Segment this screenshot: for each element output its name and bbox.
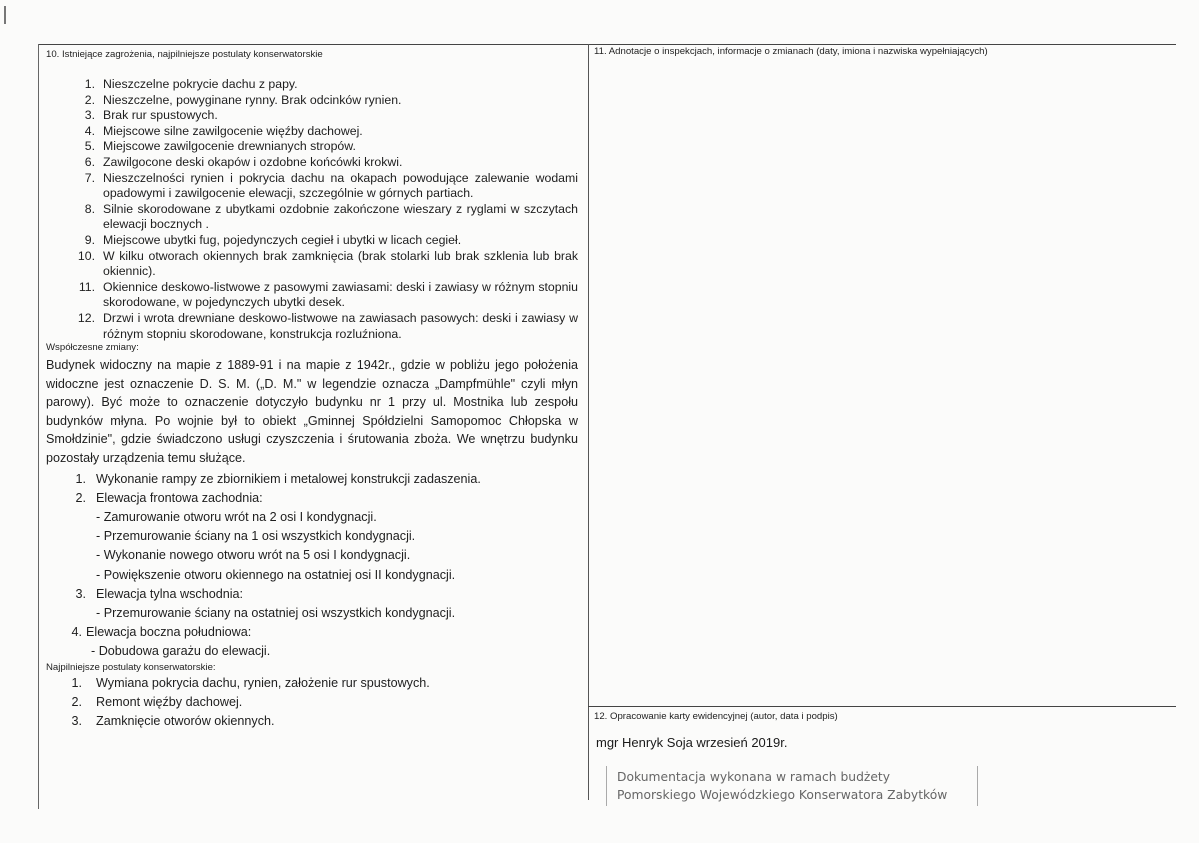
sub-item: - Przemurowanie ściany na 1 osi wszystkich kondygnacji.: [96, 529, 416, 544]
list-item: 4. Elewacja boczna południowa:: [71, 625, 252, 640]
list-item: 1. Wykonanie rampy ze zbiornikiem i metalowej konstrukcji zadaszenia.: [75, 471, 481, 486]
list-item: 5. Miejscowe zawilgocenie drewnianych stropów.: [84, 139, 356, 154]
list-item: 11. Okiennice deskowo-listwowe z pasowymi zawiasami: deski i zawiasy w różnym stopniu skorodowane, w pojedynczych ubytki desek.: [78, 279, 578, 310]
section-12-label: 12. Opracowanie karty ewidencyjnej (autor, data i podpis): [594, 711, 838, 722]
frame-left-rule: [38, 44, 39, 809]
list-item: 6. Zawilgocone deski okapów i ozdobne końcówki krokwi.: [84, 154, 403, 169]
sub-item: - Powiększenie otworu okiennego na ostatniej osi II kondygnacji.: [96, 567, 456, 582]
author-signature: mgr Henryk Soja wrzesień 2019r.: [596, 735, 788, 750]
list-item: 8. Silnie skorodowane z ubytkami ozdobnie zakończone wieszary z ryglami w szczytach elewacji bocznych .: [84, 201, 578, 232]
frame-top-rule: [38, 44, 1176, 45]
sub-item: - Zamurowanie otworu wrót na 2 osi I kondygnacji.: [96, 510, 377, 525]
list-item: 3. Zamknięcie otworów okiennych.: [71, 713, 275, 728]
stamp-line-1: Dokumentacja wykonana w ramach budżety: [617, 770, 891, 784]
stamp-line-2: Pomorskiego Wojewódzkiego Konserwatora Zabytków: [617, 788, 948, 802]
list-item: 7. Nieszczelności rynien i pokrycia dachu na okapach powodujące zalewanie wodami opadowymi i zawilgocenie elewacji, szczególnie w górnych partiach.: [84, 170, 578, 201]
changes-list: [46, 470, 578, 662]
section-12-divider: [588, 706, 1176, 707]
list-item: 12. Drzwi i wrota drewniane deskowo-listwowe na zawiasach pasowych: deski i zawiasy w różnym stopniu skorodowane, konstrukcja rozluźniona.: [77, 310, 578, 341]
funding-stamp: [606, 766, 978, 806]
list-item: 1. Wymiana pokrycia dachu, rynien, założenie rur spustowych.: [71, 675, 430, 690]
list-item: 9. Miejscowe ubytki fug, pojedynczych cegieł i ubytki w licach cegieł.: [84, 232, 462, 247]
sub-item: - Wykonanie nowego otworu wrót na 5 osi I kondygnacji.: [96, 548, 411, 563]
section-10-content: [46, 77, 578, 731]
sub-item: - Przemurowanie ściany na ostatniej osi wszystkich kondygnacji.: [96, 606, 456, 621]
scan-edge-mark: [4, 6, 6, 24]
sub-item: - Dobudowa garażu do elewacji.: [91, 644, 271, 659]
list-item: 4. Miejscowe silne zawilgocenie więźby dachowej.: [84, 123, 363, 138]
postulates-heading: Najpilniejsze postulaty konserwatorskie:: [46, 661, 216, 673]
threats-list: [46, 77, 578, 342]
list-item: 2. Remont więźby dachowej.: [71, 694, 243, 709]
column-divider: [588, 44, 589, 800]
postulates-list: [46, 674, 578, 731]
changes-paragraph: Budynek widoczny na mapie z 1889-91 i na mapie z 1942r., gdzie w pobliżu jego położenia widoczne jest oznaczenie D. S. M. („D. M." w legendzie oznacza „Dampfmühle" czyli młyn parowy). Być może to oznaczenie dotyczyło budynku nr 1 przy ul. Mostnika lub zespołu budynków młyna. Po wojnie był to obiekt „Gminnej Spółdzielni Samopomoc Chłopska w Smołdzinie", gdzie świadczono usługi czyszczenia i śrutowania zboża. We wnętrzu budynku pozostały urządzenia temu służące.: [46, 358, 578, 466]
list-item: 3. Brak rur spustowych.: [84, 108, 218, 123]
changes-heading: Współczesne zmiany:: [46, 342, 139, 354]
list-item: 3. Elewacja tylna wschodnia:: [75, 586, 244, 601]
list-item: 10. W kilku otworach okiennych brak zamknięcia (brak stolarki lub brak szklenia lub brak okiennic).: [77, 248, 578, 279]
section-11-label: 11. Adnotacje o inspekcjach, informacje o zmianach (daty, imiona i nazwiska wypełniających): [594, 46, 988, 57]
section-10-label: 10. Istniejące zagrożenia, najpilniejsze postulaty konserwatorskie: [46, 49, 323, 60]
list-item: 1. Nieszczelne pokrycie dachu z papy.: [84, 77, 298, 91]
list-item: 2. Elewacja frontowa zachodnia:: [75, 490, 263, 505]
list-item: 2. Nieszczelne, powyginane rynny. Brak odcinków rynien.: [84, 92, 402, 107]
